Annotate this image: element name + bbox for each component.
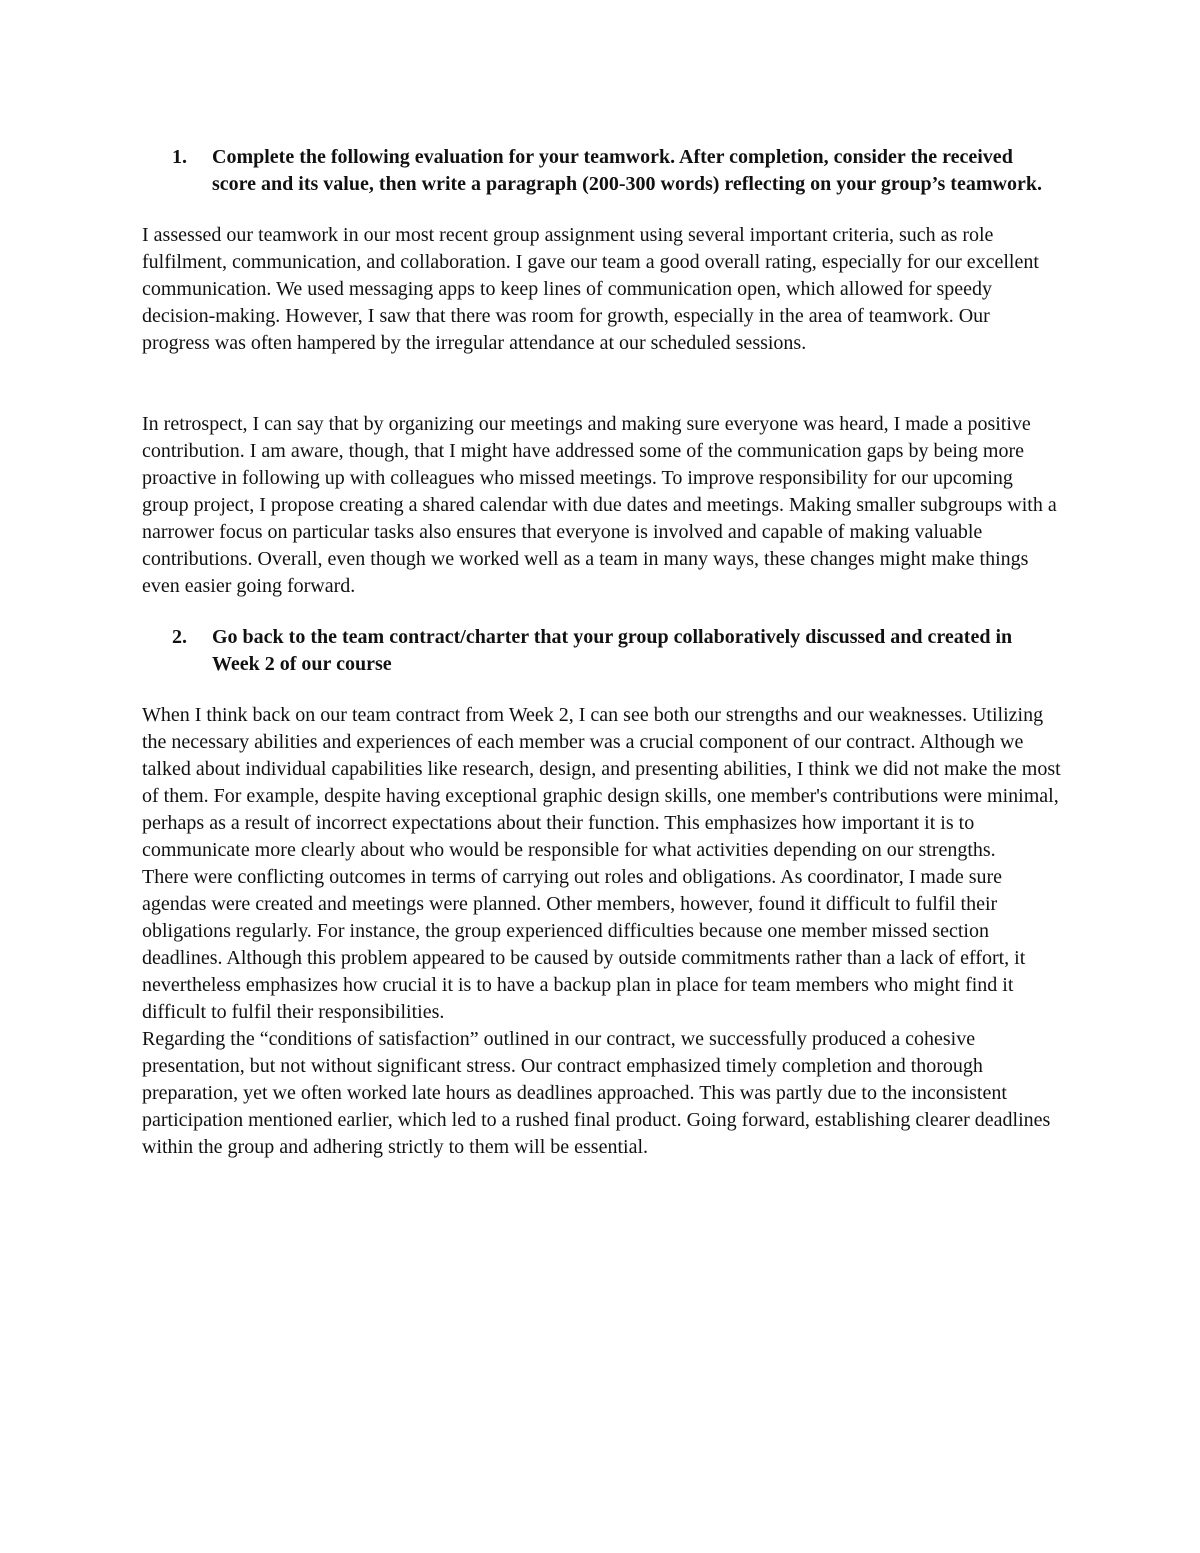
section-1-number: 1. xyxy=(172,146,187,168)
section-2-heading xyxy=(142,624,1062,678)
section-2-number: 2. xyxy=(172,626,187,648)
section-1-paragraph-1: I assessed our teamwork in our most recent group assignment using several important criteria, such as role fulfilment, communication, and collaboration. I gave our team a good overall rating, especially for our excellent communication. We used messaging apps to keep lines of communication open, which allowed for speedy decision-making. However, I saw that there was room for growth, especially in the area of teamwork. Our progress was often hampered by the irregular attendance at our scheduled sessions. xyxy=(142,224,1039,354)
section-2-paragraph-2: There were conflicting outcomes in terms of carrying out roles and obligations. As coordinator, I made sure agendas were created and meetings were planned. Other members, however, found it difficult to fulfil their obligations regularly. For instance, the group experienced difficulties because one member missed section deadlines. Although this problem appeared to be caused by outside commitments rather than a lack of effort, it nevertheless emphasizes how crucial it is to have a backup plan in place for team members who might find it difficult to fulfil their responsibilities. xyxy=(142,866,1026,1023)
section-2-paragraph-3: Regarding the “conditions of satisfaction” outlined in our contract, we successfully produced a cohesive presentation, but not without significant stress. Our contract emphasized timely completion and thorough preparation, yet we often worked late hours as deadlines approached. This was partly due to the inconsistent participation mentioned earlier, which led to a rushed final product. Going forward, establishing clearer deadlines within the group and adhering strictly to them will be essential. xyxy=(142,1028,1051,1158)
document-body xyxy=(142,144,1062,1161)
section-1-heading xyxy=(142,144,1062,198)
section-1-number-wrap xyxy=(138,144,208,198)
section-2-paragraph-1: When I think back on our team contract from Week 2, I can see both our strengths and our weaknesses. Utilizing the necessary abilities and experiences of each member was a crucial component of our contract. Although we talked about individual capabilities like research, design, and presenting abilities, I think we did not make the most of them. For example, despite having exceptional graphic design skills, one member's contributions were minimal, perhaps as a result of incorrect expectations about their function. This emphasizes how important it is to communicate more clearly about who would be responsible for what activities depending on our strengths. xyxy=(142,704,1061,861)
section-2-title: Go back to the team contract/charter that your group collaboratively discussed and created in Week 2 of our course xyxy=(212,626,1013,675)
section-1-paragraph-2: In retrospect, I can say that by organizing our meetings and making sure everyone was heard, I made a positive contribution. I am aware, though, that I might have addressed some of the communication gaps by being more proactive in following up with colleagues who missed meetings. To improve responsibility for our upcoming group project, I propose creating a shared calendar with due dates and meetings. Making smaller subgroups with a narrower focus on particular tasks also ensures that everyone is involved and capable of making valuable contributions. Overall, even though we worked well as a team in many ways, these changes might make things even easier going forward. xyxy=(142,413,1057,597)
section-2-number-wrap xyxy=(138,624,208,678)
section-1-title: Complete the following evaluation for your teamwork. After completion, consider the received score and its value, then write a paragraph (200-300 words) reflecting on your group’s teamwork. xyxy=(212,146,1042,195)
